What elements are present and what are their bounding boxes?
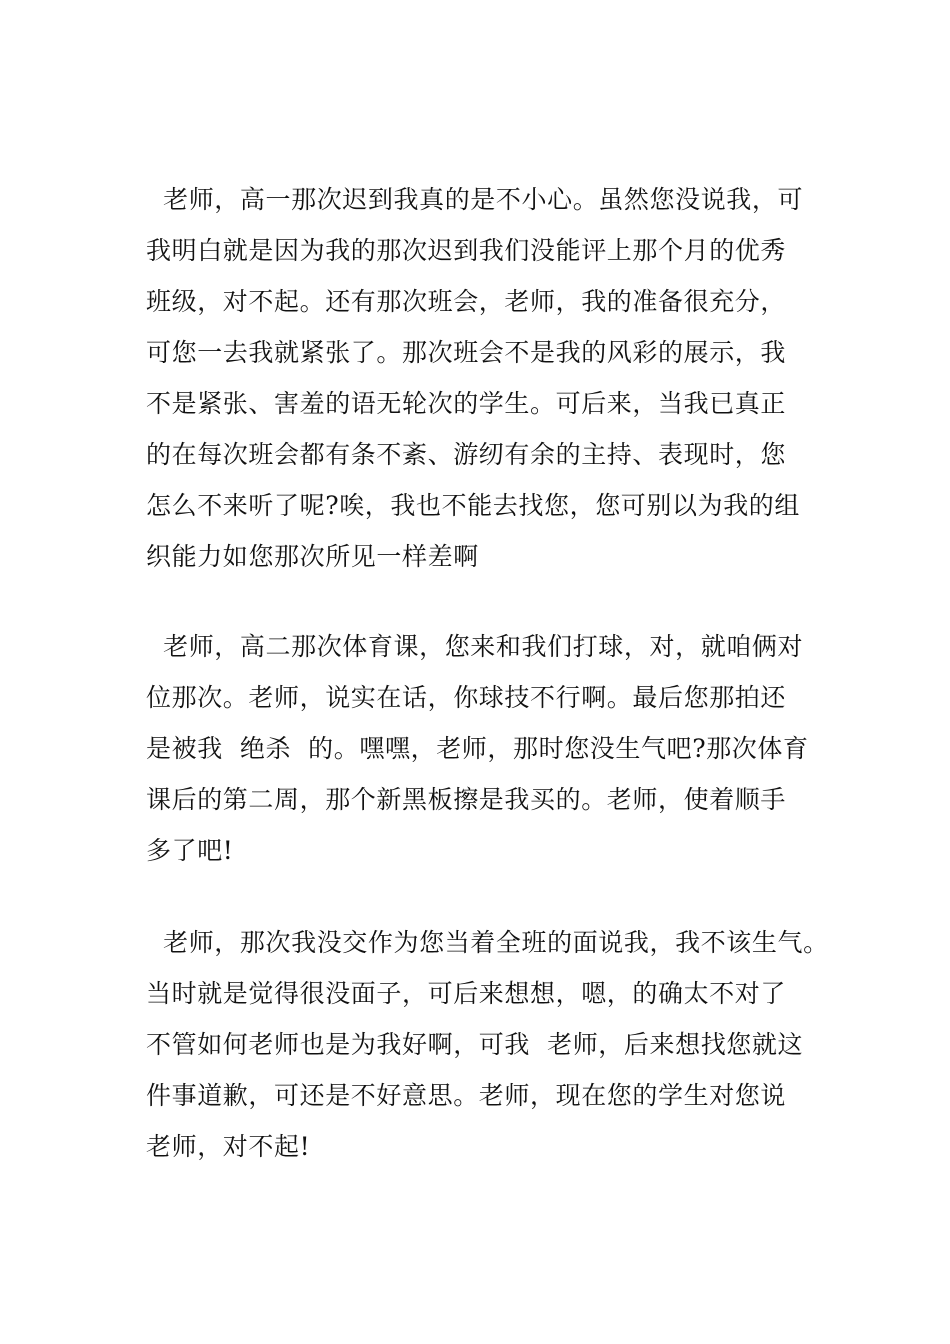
- paragraph-line: 老师，那次我没交作为您当着全班的面说我，我不该生气。: [146, 928, 829, 957]
- paragraph-line: 班级，对不起。还有那次班会，老师，我的准备很充分，: [146, 287, 787, 316]
- paragraph-line: 不是紧张、害羞的语无轮次的学生。可后来，当我已真正: [146, 389, 787, 418]
- paragraph-line: 老师，对不起!: [146, 1132, 311, 1161]
- paragraph-3: [146, 917, 836, 1172]
- paragraph-line: 不管如何老师也是为我好啊，可我 老师，后来想找您就这: [146, 1030, 804, 1059]
- paragraph-line: 位那次。老师，说实在话，你球技不行啊。最后您那拍还: [146, 683, 787, 712]
- paragraph-line: 老师，高二那次体育课，您来和我们打球，对，就咱俩对: [146, 632, 804, 661]
- paragraph-line: 我明白就是因为我的那次迟到我们没能评上那个月的优秀: [146, 236, 787, 265]
- paragraph-line: 课后的第二周，那个新黑板擦是我买的。老师，使着顺手: [146, 785, 787, 814]
- paragraph-line: 织能力如您那次所见一样差啊: [146, 542, 479, 571]
- paragraph-line: 件事道歉，可还是不好意思。老师，现在您的学生对您说: [146, 1081, 787, 1110]
- paragraph-1: [146, 174, 836, 582]
- paragraph-line: 老师，高一那次迟到我真的是不小心。虽然您没说我，可: [146, 185, 804, 214]
- paragraph-line: 多了吧!: [146, 836, 234, 865]
- paragraph-2: [146, 621, 836, 876]
- paragraph-line: 怎么不来听了呢?唉，我也不能去找您，您可别以为我的组: [146, 491, 801, 520]
- paragraph-line: 的在每次班会都有条不紊、游纫有余的主持、表现时，您: [146, 440, 787, 469]
- paragraph-line: 当时就是觉得很没面子，可后来想想，嗯，的确太不对了: [146, 979, 787, 1008]
- paragraph-line: 可您一去我就紧张了。那次班会不是我的风彩的展示，我: [146, 338, 787, 367]
- paragraph-line: 是被我 绝杀 的。嘿嘿，老师，那时您没生气吧?那次体育: [146, 734, 809, 763]
